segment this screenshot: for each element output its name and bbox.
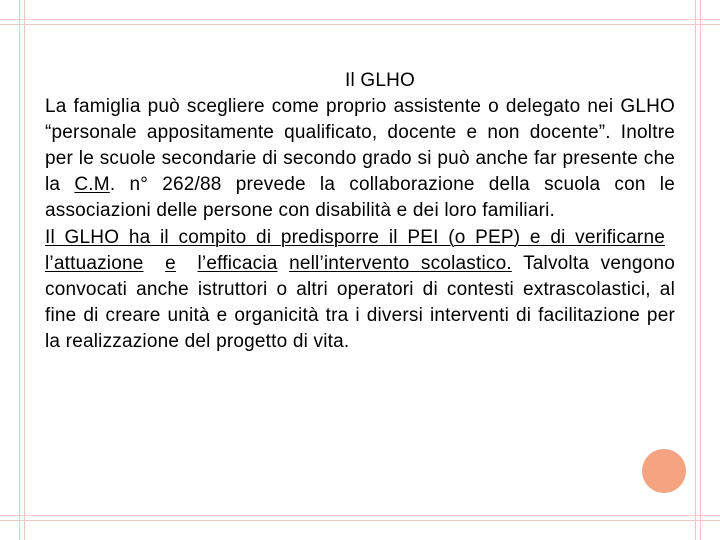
slide-title: Il GLHO — [344, 70, 416, 91]
decorative-circle — [642, 449, 686, 493]
underlined-text: l’efficacia — [197, 252, 278, 274]
frame-line-left-outer — [19, 0, 20, 540]
frame-line-bottom-outer — [0, 520, 720, 521]
paragraph-family-delegate — [45, 94, 675, 224]
underlined-text: nell’intervento scolastico. — [289, 252, 512, 274]
underlined-text: Il GLHO ha il compito di predisporre il PEI (o PEP) e di verificarne — [45, 226, 665, 248]
paragraph-text: La famiglia può scegliere come proprio assistente o delegato nei GLHO “personale appositamente qualificato, docente e non docente”. Inoltre per le scuole secondarie di secondo grado si può anche far presente che la — [45, 96, 675, 196]
frame-line-right-inner — [695, 0, 696, 540]
underlined-text: l’attuazione — [45, 252, 144, 274]
frame-line-top-outer — [0, 19, 720, 20]
underlined-text: e — [165, 252, 176, 274]
slide-body — [45, 68, 675, 355]
circular-link[interactable]: C.M — [74, 174, 110, 196]
frame-line-left-inner — [24, 0, 25, 540]
paragraph-glho-task — [45, 225, 675, 355]
frame-line-bottom-inner — [0, 515, 720, 516]
frame-line-top-inner — [0, 24, 720, 25]
paragraph-text: . n° 262/88 prevede la collaborazione della scuola con le associazioni delle persone con disabilità e dei loro familiari. — [45, 174, 675, 222]
paragraph-text: Talvolta vengono convocati anche istruttori o altri operatori di contesti extrascolastici, al fine di creare unità e organicità tra i diversi interventi di facilitazione per la realizzazione del progetto di vita. — [45, 252, 675, 352]
frame-line-right-outer — [700, 0, 701, 540]
